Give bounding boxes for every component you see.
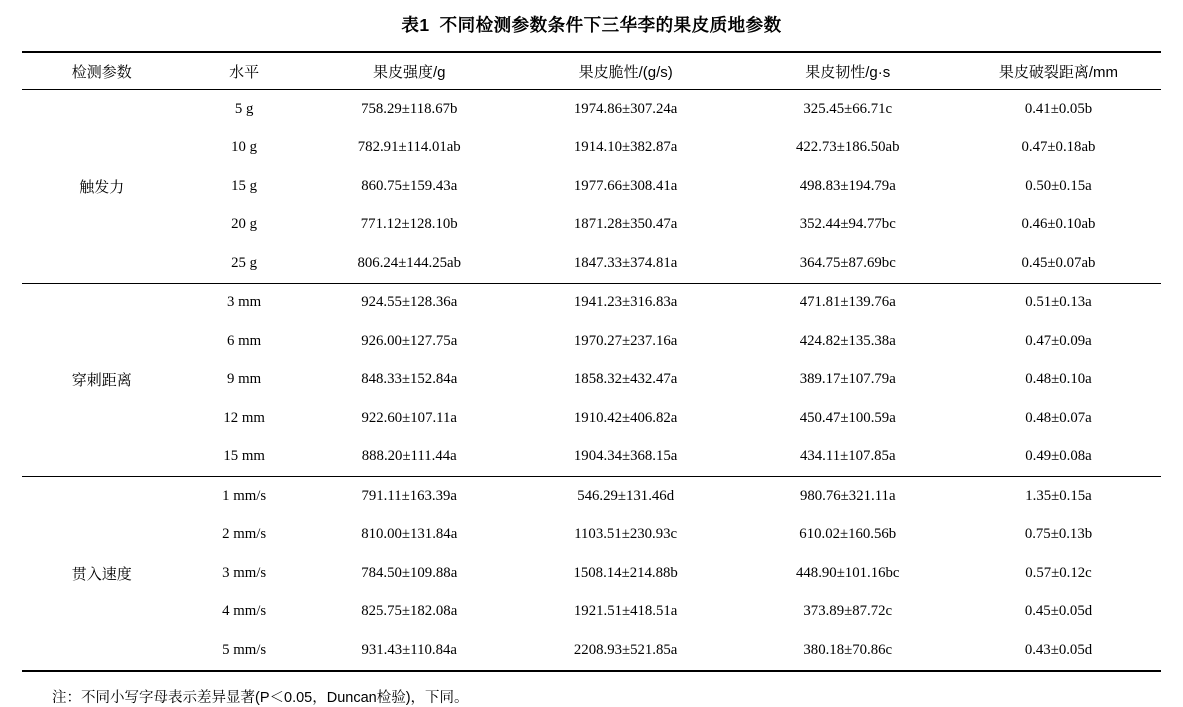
table-bottom-rule: [22, 670, 1161, 672]
cell-toughness: 352.44±94.77bc: [799, 216, 896, 233]
cell-toughness: 422.73±186.50ab: [796, 139, 900, 156]
cell-strength: 922.60±107.11a: [361, 409, 457, 426]
cell-strength: 888.20±111.44a: [361, 448, 457, 465]
cell-brittleness: 546.29±131.46d: [512, 477, 740, 516]
header-cell-param: 检测参数: [22, 52, 181, 90]
table-caption-title: 不同检测参数条件下三华李的果皮质地参数: [439, 15, 782, 35]
cell-rupture-distance: 0.51±0.13a: [956, 283, 1161, 322]
table-row: [22, 593, 1161, 632]
table-note: 注：不同小写字母表示差异显著(P＜0.05，Duncan检验)，下同。: [52, 689, 469, 706]
cell-level: 5 g: [181, 90, 306, 129]
table-row: [22, 206, 1161, 245]
group-label-penetration-speed: 贯入速度: [22, 477, 181, 670]
cell-toughness: 389.17±107.79a: [799, 371, 896, 388]
cell-strength: 924.55±128.36a: [307, 283, 512, 322]
table-row: [22, 129, 1161, 168]
header-cell-level: 水平: [181, 52, 306, 90]
cell-level: 15 mm: [223, 448, 265, 465]
cell-level: 3 mm: [181, 283, 306, 322]
cell-rupture-distance: 0.48±0.10a: [1025, 371, 1092, 388]
cell-level: 10 g: [231, 139, 258, 156]
table-caption-number: 表1: [401, 15, 430, 35]
cell-strength: 810.00±131.84a: [361, 526, 458, 543]
table-body: [22, 90, 1161, 670]
cell-strength: 784.50±109.88a: [361, 564, 458, 581]
cell-rupture-distance: 0.75±0.13b: [1024, 526, 1093, 543]
table-row: [22, 244, 1161, 283]
table-row: [22, 477, 1161, 516]
fruit-peel-texture-table: [22, 51, 1161, 670]
cell-rupture-distance: 1.35±0.15a: [956, 477, 1161, 516]
cell-brittleness: 1858.32±432.47a: [573, 371, 678, 388]
cell-brittleness: 1871.28±350.47a: [573, 216, 678, 233]
cell-strength: 782.91±114.01ab: [357, 139, 461, 156]
cell-brittleness: 1974.86±307.24a: [512, 90, 740, 129]
cell-strength: 806.24±144.25ab: [357, 254, 461, 271]
cell-level: 20 g: [231, 216, 258, 233]
table-row: [22, 438, 1161, 477]
cell-rupture-distance: 0.49±0.08a: [1025, 448, 1092, 465]
cell-rupture-distance: 0.46±0.10ab: [1021, 216, 1096, 233]
table-row: [22, 322, 1161, 361]
cell-toughness: 325.45±66.71c: [740, 90, 956, 129]
table-row: [22, 631, 1161, 670]
cell-toughness: 434.11±107.85a: [799, 448, 896, 465]
cell-toughness: 364.75±87.69bc: [799, 254, 896, 271]
cell-brittleness: 1847.33±374.81a: [573, 254, 678, 271]
cell-level: 25 g: [231, 254, 258, 271]
table-row: [22, 167, 1161, 206]
header-cell-strength: 果皮强度/g: [307, 52, 512, 90]
cell-brittleness: 1970.27±237.16a: [573, 332, 678, 349]
cell-rupture-distance: 0.57±0.12c: [1025, 564, 1092, 581]
cell-brittleness: 1921.51±418.51a: [573, 603, 678, 620]
cell-rupture-distance: 0.48±0.07a: [1025, 409, 1092, 426]
table-row: [22, 90, 1161, 129]
table-header-row: [22, 52, 1161, 90]
cell-brittleness: 1977.66±308.41a: [573, 177, 678, 194]
cell-brittleness: 2208.93±521.85a: [573, 641, 678, 658]
cell-toughness: 980.76±321.11a: [740, 477, 956, 516]
table-row: [22, 516, 1161, 555]
cell-level: 5 mm/s: [222, 641, 267, 658]
cell-level: 12 mm: [223, 409, 265, 426]
cell-level: 6 mm: [227, 332, 262, 349]
cell-level: 4 mm/s: [222, 603, 267, 620]
cell-level: 9 mm: [227, 371, 262, 388]
cell-strength: 791.11±163.39a: [307, 477, 512, 516]
cell-strength: 926.00±127.75a: [361, 332, 458, 349]
cell-strength: 848.33±152.84a: [361, 371, 458, 388]
cell-toughness: 471.81±139.76a: [740, 283, 956, 322]
cell-brittleness: 1914.10±382.87a: [573, 139, 678, 156]
cell-rupture-distance: 0.41±0.05b: [956, 90, 1161, 129]
cell-toughness: 448.90±101.16bc: [796, 564, 900, 581]
cell-level: 15 g: [231, 177, 258, 194]
table-caption: [22, 12, 1161, 37]
cell-toughness: 373.89±87.72c: [803, 603, 893, 620]
cell-rupture-distance: 0.45±0.07ab: [1021, 254, 1096, 271]
table-row: [22, 283, 1161, 322]
table-header: [22, 52, 1161, 90]
cell-brittleness: 1910.42±406.82a: [573, 409, 678, 426]
cell-level: 3 mm/s: [222, 564, 267, 581]
cell-strength: 860.75±159.43a: [361, 177, 458, 194]
cell-brittleness: 1103.51±230.93c: [574, 526, 678, 543]
group-label-puncture-distance: 穿刺距离: [22, 283, 181, 477]
cell-toughness: 380.18±70.86c: [803, 641, 893, 658]
cell-rupture-distance: 0.47±0.18ab: [1021, 139, 1096, 156]
group-label-trigger-force: 触发力: [22, 90, 181, 284]
table-row: [22, 554, 1161, 593]
header-cell-brittleness: 果皮脆性/(g/s): [512, 52, 740, 90]
cell-level: 1 mm/s: [181, 477, 306, 516]
cell-rupture-distance: 0.47±0.09a: [1025, 332, 1092, 349]
cell-brittleness: 1508.14±214.88b: [573, 564, 678, 581]
table-row: [22, 399, 1161, 438]
cell-toughness: 610.02±160.56b: [799, 526, 897, 543]
cell-toughness: 450.47±100.59a: [799, 409, 896, 426]
cell-strength: 758.29±118.67b: [307, 90, 512, 129]
cell-toughness: 498.83±194.79a: [799, 177, 896, 194]
cell-rupture-distance: 0.45±0.05d: [1024, 603, 1093, 620]
table-row: [22, 361, 1161, 400]
cell-rupture-distance: 0.50±0.15a: [1025, 177, 1092, 194]
cell-strength: 771.12±128.10b: [360, 216, 458, 233]
cell-level: 2 mm/s: [222, 526, 267, 543]
cell-toughness: 424.82±135.38a: [799, 332, 896, 349]
cell-rupture-distance: 0.43±0.05d: [1024, 641, 1093, 658]
cell-brittleness: 1941.23±316.83a: [512, 283, 740, 322]
header-cell-toughness: 果皮韧性/g·s: [740, 52, 956, 90]
header-cell-rupture-distance: 果皮破裂距离/mm: [956, 52, 1161, 90]
cell-strength: 931.43±110.84a: [361, 641, 457, 658]
cell-brittleness: 1904.34±368.15a: [573, 448, 678, 465]
cell-strength: 825.75±182.08a: [361, 603, 458, 620]
